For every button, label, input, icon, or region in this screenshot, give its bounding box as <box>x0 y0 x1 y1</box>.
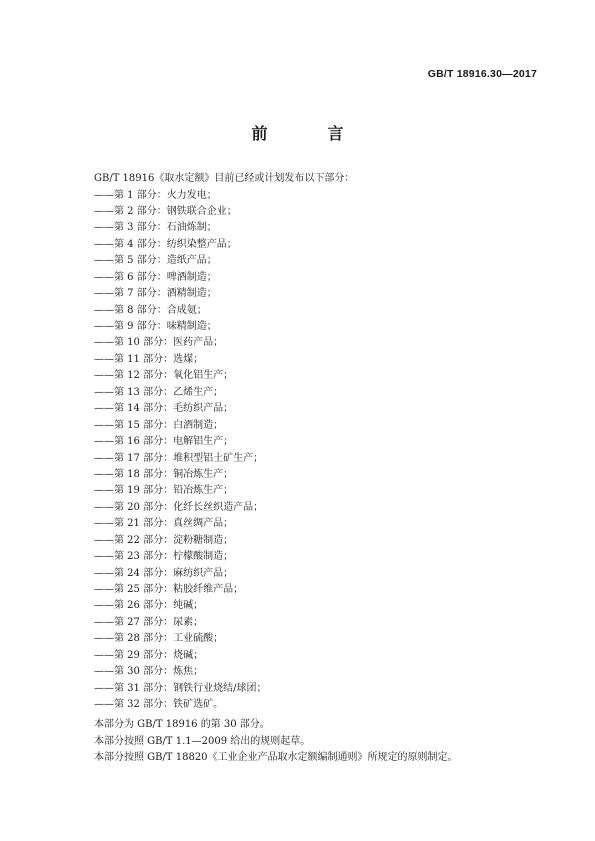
list-item: ——第 10 部分：医药产品； <box>94 337 224 349</box>
closing-statements <box>94 717 458 767</box>
list-item: ——第 18 部分：铜冶炼生产； <box>94 468 234 480</box>
closing-paragraph-drafting-rules: 本部分按照 GB/T 1.1—2009 给出的规则起草。 <box>94 735 311 747</box>
page-title: 前 言 <box>251 124 366 143</box>
standard-code: GB/T 18916.30—2017 <box>427 68 537 80</box>
parts-list <box>94 188 266 714</box>
intro-paragraph: GB/T 18916《取水定额》目前已经或计划发布以下部分： <box>94 173 355 184</box>
list-item: ——第 20 部分：化纤长丝织造产品； <box>94 501 264 513</box>
list-item: ——第 28 部分：工业硫酸； <box>94 633 224 645</box>
list-item: ——第 27 部分：尿素； <box>94 616 204 628</box>
list-item: ——第 30 部分：炼焦； <box>94 666 204 678</box>
list-item: ——第 1 部分：火力发电； <box>94 189 217 201</box>
list-item: ——第 3 部分：石油炼制； <box>94 222 217 234</box>
list-item: ——第 17 部分：堆积型铝土矿生产； <box>94 452 264 464</box>
closing-paragraph-part-number: 本部分为 GB/T 18916 的第 30 部分。 <box>94 719 270 730</box>
list-item: ——第 6 部分：啤酒制造； <box>94 271 217 283</box>
list-item: ——第 2 部分：钢铁联合企业； <box>94 205 237 217</box>
list-item: ——第 8 部分：合成氨； <box>94 304 207 316</box>
list-item: ——第 21 部分：真丝绸产品； <box>94 518 234 530</box>
list-item: ——第 32 部分：铁矿选矿。 <box>94 699 224 711</box>
list-item: ——第 23 部分：柠檬酸制造； <box>94 551 234 563</box>
list-item: ——第 4 部分：纺织染整产品； <box>94 238 237 250</box>
list-item: ——第 16 部分：电解铝生产； <box>94 436 234 448</box>
list-item: ——第 25 部分：粘胶纤维产品； <box>94 584 244 595</box>
list-item: ——第 14 部分：毛纺织产品； <box>94 403 234 415</box>
list-item: ——第 11 部分：选煤； <box>94 353 204 365</box>
closing-paragraph-principles: 本部分按照 GB/T 18820《工业企业产品取水定额编制通则》所规定的原则制定。 <box>94 752 458 763</box>
list-item: ——第 5 部分：造纸产品； <box>94 255 217 267</box>
list-item: ——第 24 部分：麻纺织产品； <box>94 567 234 579</box>
list-item: ——第 15 部分：白酒制造； <box>94 419 224 431</box>
list-item: ——第 7 部分：酒精制造； <box>94 288 217 300</box>
list-item: ——第 12 部分：氧化铝生产； <box>94 370 234 382</box>
list-item: ——第 9 部分：味精制造； <box>94 321 217 332</box>
list-item: ——第 31 部分：钢铁行业烧结/球团； <box>94 682 267 694</box>
list-item: ——第 26 部分：纯碱； <box>94 600 204 612</box>
list-item: ——第 29 部分：烧碱； <box>94 649 204 661</box>
list-item: ——第 19 部分：铅冶炼生产； <box>94 485 234 497</box>
list-item: ——第 22 部分：淀粉糖制造； <box>94 534 234 546</box>
list-item: ——第 13 部分：乙烯生产； <box>94 386 224 398</box>
